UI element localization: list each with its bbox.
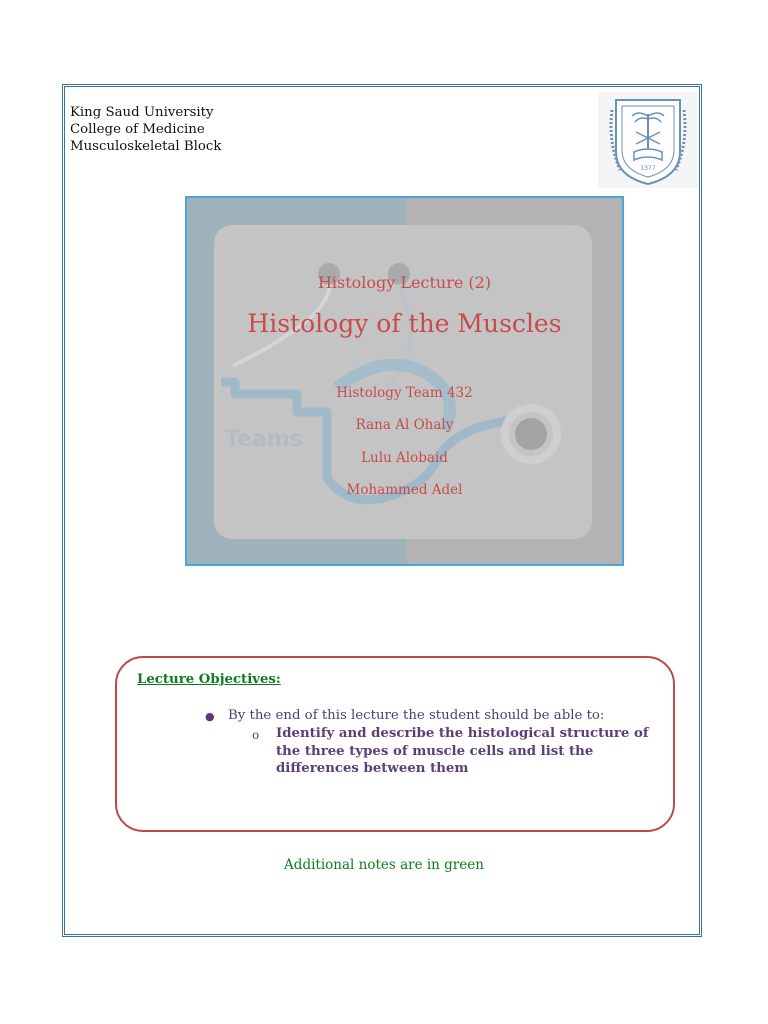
university-name: King Saud University	[70, 105, 214, 120]
seal-icon	[598, 92, 698, 188]
team-name: Histology Team 432	[336, 385, 473, 401]
bullet-icon: ●	[205, 710, 215, 723]
objectives-intro: By the end of this lecture the student should be able to:	[228, 708, 605, 723]
member-name: Lulu Alobaid	[361, 450, 448, 466]
block-name: Musculoskeletal Block	[70, 139, 222, 154]
college-name: College of Medicine	[70, 122, 205, 137]
sub-bullet-icon: o	[252, 728, 260, 742]
member-name: Rana Al Ohaly	[355, 417, 454, 433]
cover-image	[185, 196, 624, 566]
objectives-box	[115, 656, 675, 832]
objectives-heading: Lecture Objectives:	[137, 672, 281, 687]
notes-line: Additional notes are in green	[284, 857, 484, 873]
university-logo	[598, 92, 698, 188]
member-name: Mohammed Adel	[346, 482, 463, 498]
watermark-text: Teams	[225, 427, 303, 452]
lecture-number: Histology Lecture (2)	[317, 273, 492, 292]
institution-block	[70, 104, 221, 155]
objective-item: Identify and describe the histological structure of the three types of muscle cells and list the differences between them	[276, 726, 649, 776]
cover-text	[187, 198, 622, 564]
seal-year: 1377	[640, 165, 656, 172]
lecture-title: Histology of the Muscles	[247, 309, 562, 338]
